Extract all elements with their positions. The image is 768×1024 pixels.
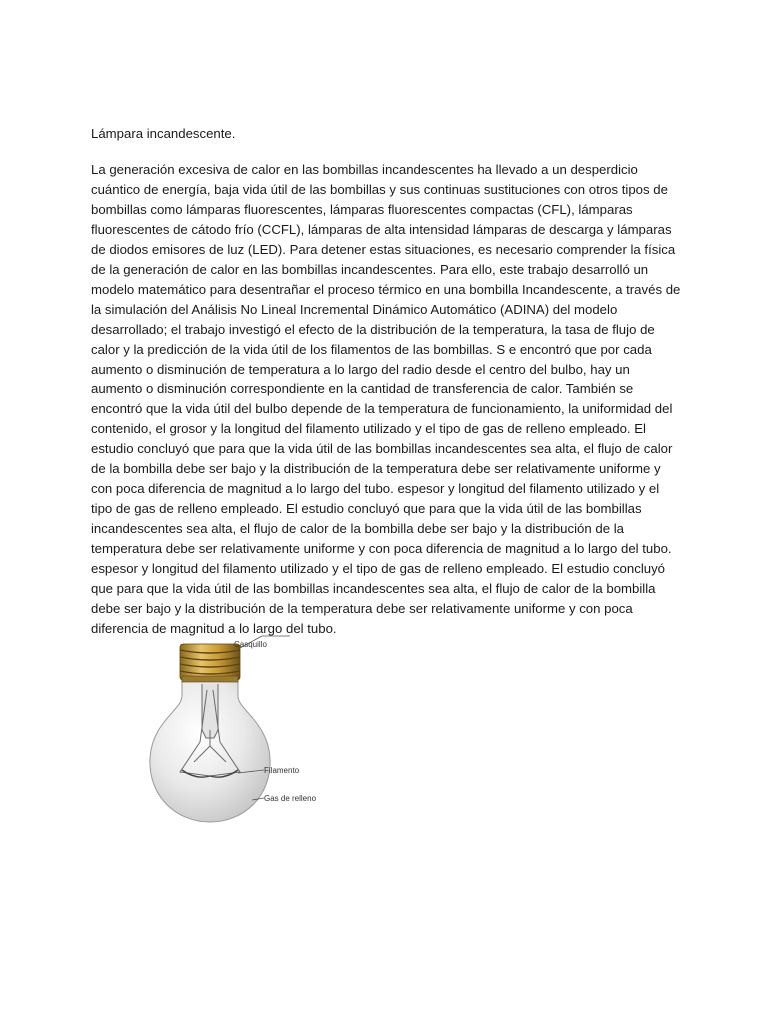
- label-casquillo: Casquillo: [234, 640, 267, 649]
- label-gas-de-relleno: Gas de relleno: [264, 794, 317, 803]
- document-title: Lámpara incandescente.: [91, 126, 236, 141]
- socket-cap: [180, 644, 240, 682]
- label-filamento: Filamento: [264, 766, 300, 775]
- bulb-diagram: [140, 630, 360, 830]
- body-paragraph: La generación excesiva de calor en las bombillas incandescentes ha llevado a un desperdicio cuántico de energía, baja vida útil de las bombillas y sus continuas sustituciones con otros tipos de bombillas como lámparas fluorescentes, lámparas fluorescentes compactas (CFL), lámparas fluorescentes de cátodo frío (CCFL), lámparas de alta intensidad lámparas de descarga y lámparas de diodos emisores de luz (LED). Para detener estas situaciones, es necesario comprender la física de la generación de calor en las bombillas incandescentes. Para ello, este trabajo desarrolló un modelo matemático para desentrañar el proceso térmico en una bombilla Incandescente, a través de la simulación del Análisis No Lineal Incremental Dinámico Automático (ADINA) del modelo desarrollado; el trabajo investigó el efecto de la distribución de la temperatura, la tasa de flujo de calor y la predicción de la vida útil de los filamentos de las bombillas. S e encontró que por cada aumento o disminución de temperatura a lo largo del radio desde el centro del bulbo, hay un aumento o disminución correspondiente en la cantidad de transferencia de calor. También se encontró que la vida útil del bulbo depende de la temperatura de funcionamiento, la uniformidad del contenido, el grosor y la longitud del filamento utilizado y el tipo de gas de relleno empleado. El estudio concluyó que para que la vida útil de las bombillas incandescentes sea alta, el flujo de calor de la bombilla debe ser bajo y la distribución de la temperatura debe ser relativamente uniforme y con poca diferencia de magnitud a lo largo del tubo. espesor y longitud del filamento utilizado y el tipo de gas de relleno empleado. El estudio concluyó que para que la vida útil de las bombillas incandescentes sea alta, el flujo de calor de la bombilla debe ser bajo y la distribución de la temperatura debe ser relativamente uniforme y con poca diferencia de magnitud a lo largo del tubo. espesor y longitud del filamento utilizado y el tipo de gas de relleno empleado. El estudio concluyó que para que la vida útil de las bombillas incandescentes sea alta, el flujo de calor de la bombilla debe ser bajo y la distribución de la temperatura debe ser relativamente uniforme y con poca diferencia de magnitud a lo largo del tubo.: [91, 162, 681, 636]
- bulb-illustration: [140, 630, 360, 830]
